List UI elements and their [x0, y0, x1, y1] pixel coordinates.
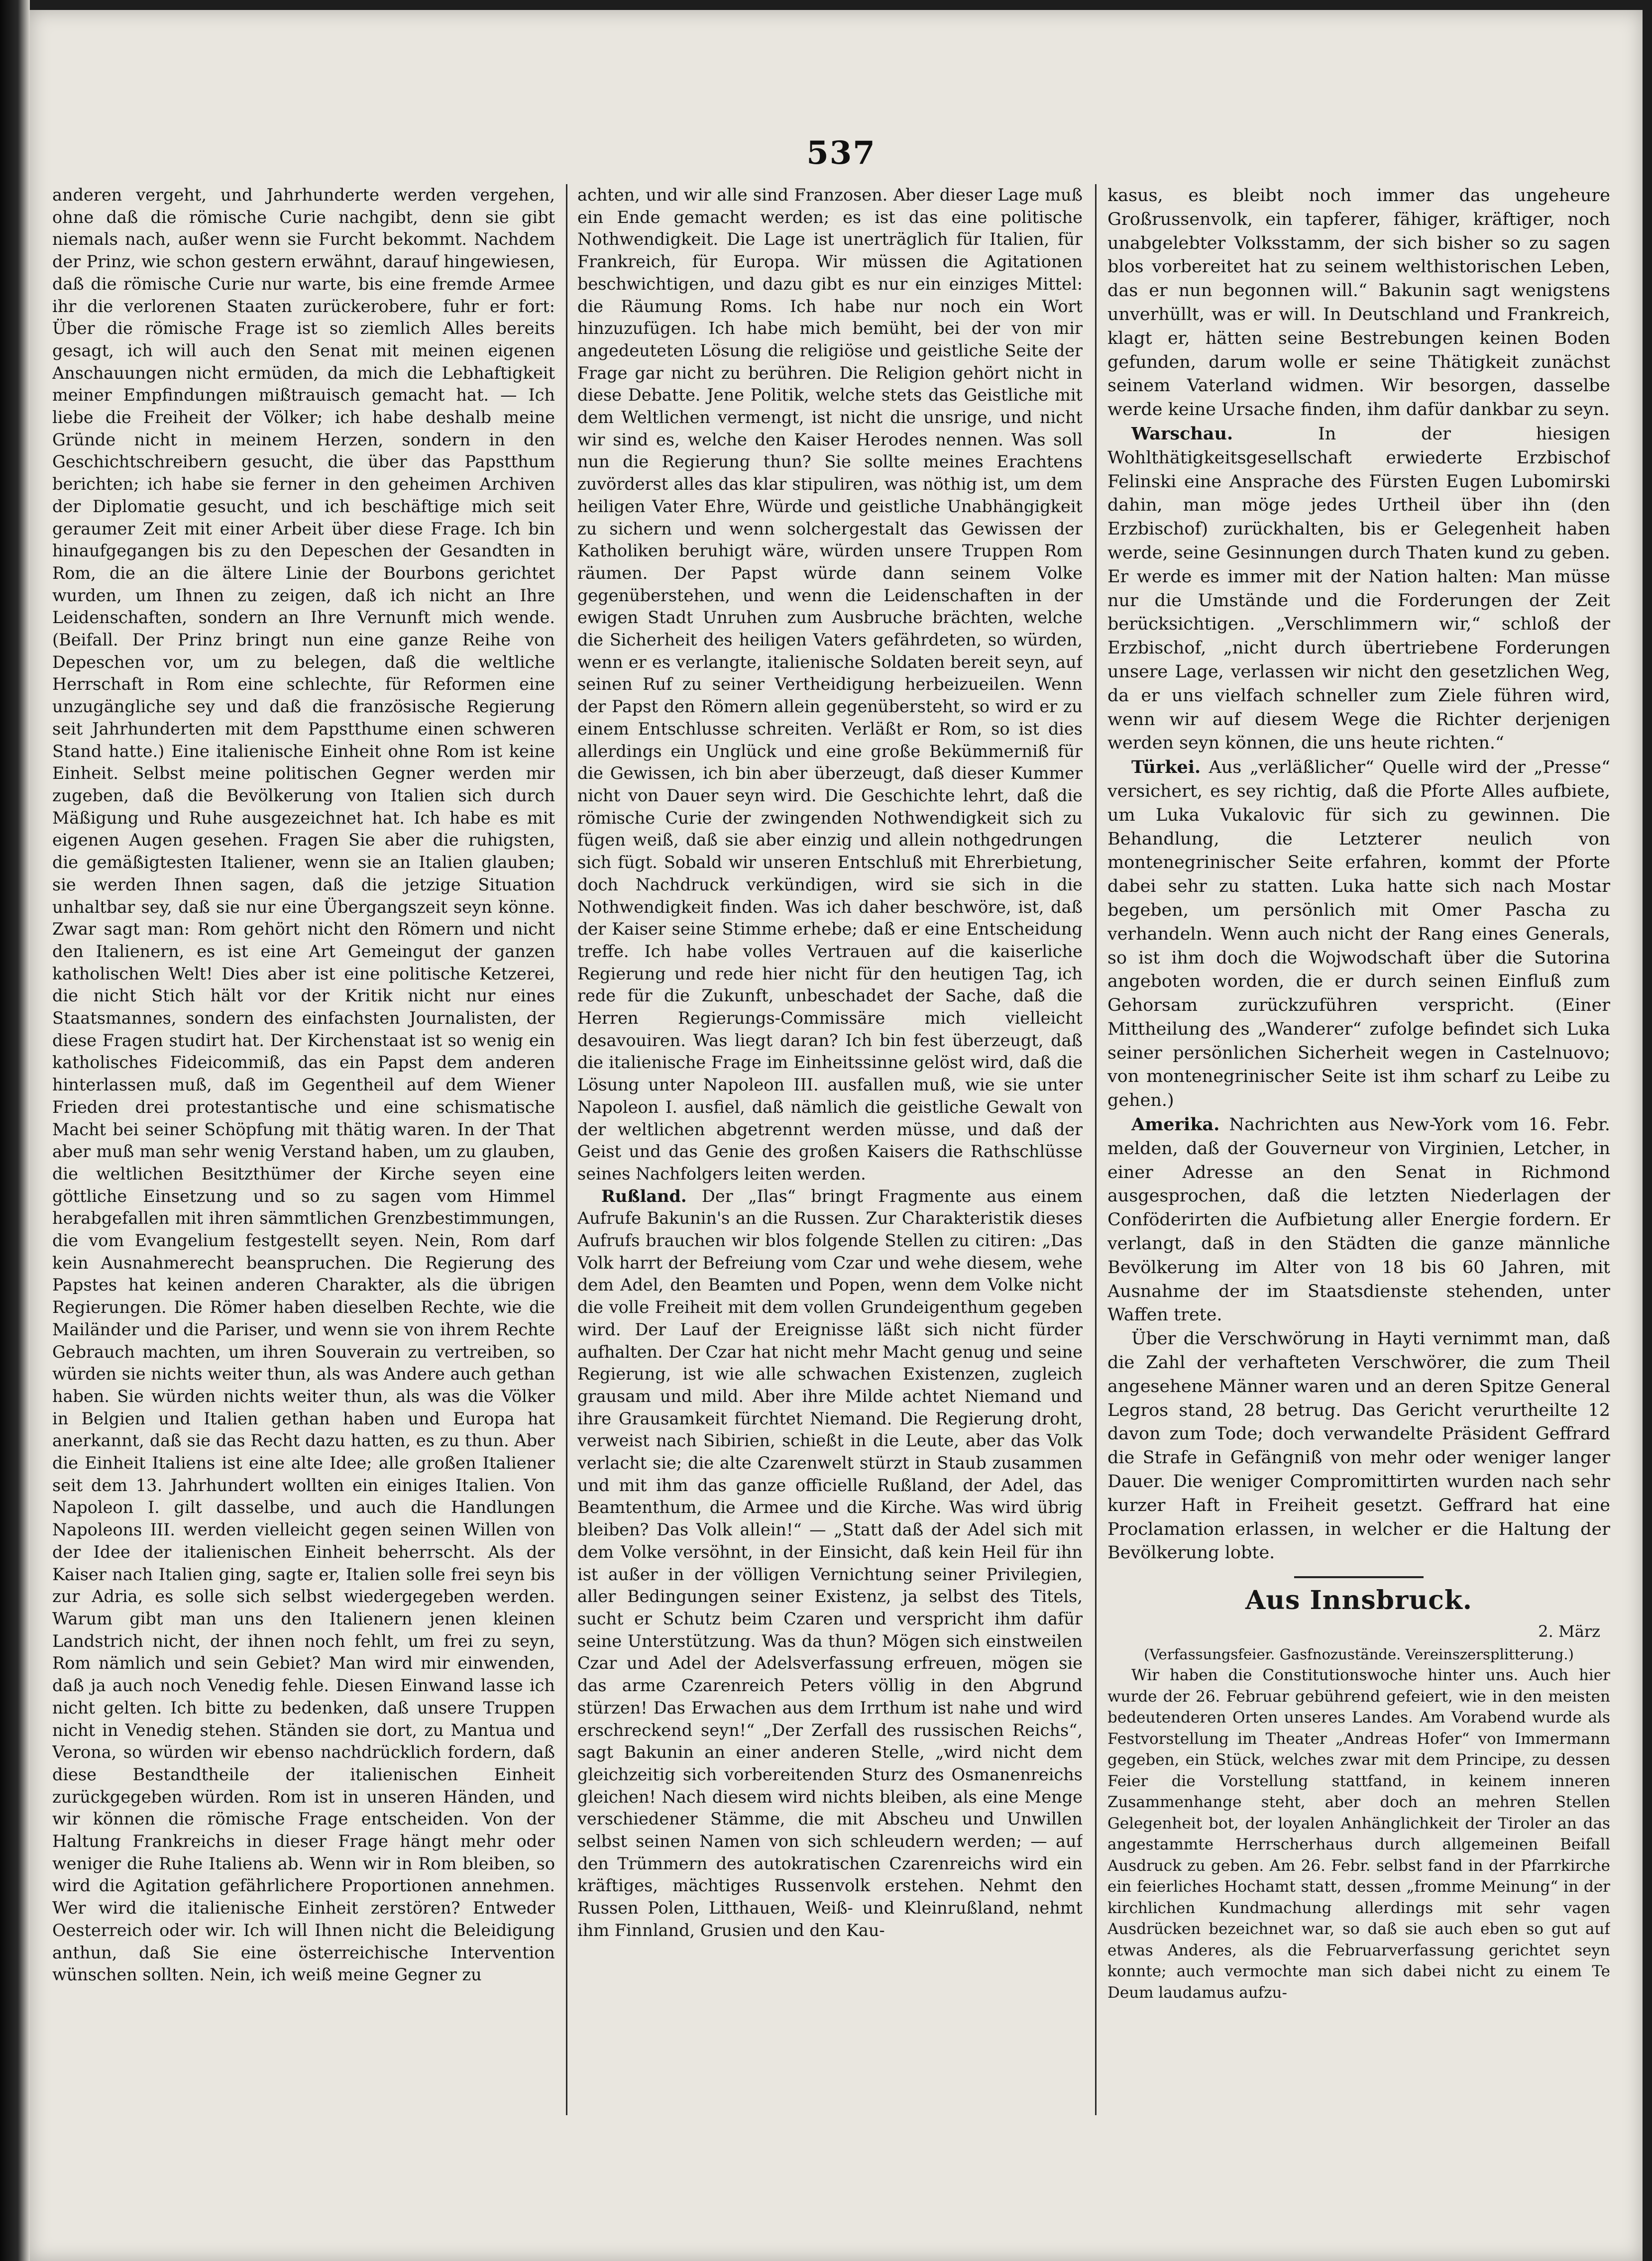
section-divider: [1294, 1576, 1424, 1578]
column-1: [52, 184, 555, 2115]
section-date: 2. März: [1538, 1622, 1600, 1641]
scan-binding-edge: [0, 0, 30, 2261]
dateline-keyword: Amerika.: [1131, 1114, 1220, 1135]
paragraph-col2-1: achten, und wir alle sind Franzosen. Aber dieser Lage muß ein Ende gemacht werden; es ist das eine politische Nothwendigkeit. Die Lage ist unerträglich für Italien, für Frankreich, für Europa. Wir müssen die Agitationen beschwichtigen, und dazu gibt es nur ein einziges Mittel: die Räumung Roms. Ich habe nur noch ein Wort hinzuzufügen. Ich habe mich bemüht, bei der von mir angedeuteten Lösung die religiöse und geistliche Seite der Frage gar nicht zu berühren. Die Religion gehört nicht in diese Debatte. Jene Politik, welche stets das Geistliche mit dem Weltlichen vermengt, ist nicht die unsrige, und nicht wir sind es, welche den Kaiser Herodes nennen. Was soll nun die Regierung thun? Sie sollte meines Erachtens zuvörderst alles das klar stipuliren, was nöthig ist, um dem heiligen Vater Ehre, Würde und geistliche Unabhängigkeit zu sichern und wenn solchergestalt das Gewissen der Katholiken beruhigt wäre, würden unsere Truppen Rom räumen. Der Papst würde dann seinem Volke gegenüberstehen, und wenn die Leidenschaften in der ewigen Stadt Unruhen zum Ausbruche brächten, welche die Sicherheit des heiligen Vaters gefährdeten, so würden, wenn er es verlangte, italienische Soldaten bereit seyn, auf seinen Ruf zu seiner Vertheidigung herbeizueilen. Wenn der Papst den Römern allein gegenübersteht, so wird er zu einem Entschlusse schreiten. Verläßt er Rom, so ist dies allerdings ein Unglück und eine große Bekümmerniß für die Gewissen, ich bin aber überzeugt, daß dieser Kummer nicht von Dauer seyn wird. Die Geschichte lehrt, daß die römische Curie der zwingenden Nothwendigkeit sich zu fügen weiß, daß sie aber einzig und allein nothgedrungen sich fügt. Sobald wir unseren Entschluß mit Ehrerbietung, doch Nachdruck verkündigen, wird sie sich in die Nothwendigkeit finden. Was ich daher beschwöre, ist, daß der Kaiser seine Stimme erhebe; daß er eine Entscheidung treffe. Ich habe volles Vertrauen auf die kaiserliche Regierung und rede hier nicht für den heutigen Tag, ich rede für die Zukunft, unbeschadet der Sache, daß die Herren Regierungs-Commissäre mich vielleicht desavouiren. Was liegt daran? Ich bin fest überzeugt, daß die italienische Frage im Einheitssinne gelöst wird, daß die Lösung unter Napoleon III. ausfallen muß, wie sie unter Napoleon I. ausfiel, daß nämlich die geistliche Gewalt von der weltlichen abgetrennt werden müsse, und daß der Geist und das Genie des großen Kaisers die Rathschlüsse seines Nachfolgers leiten werden.: [577, 185, 1083, 1184]
paragraph-col1-1: anderen vergeht, und Jahrhunderte werden vergehen, ohne daß die römische Curie nachgibt, denn sie gibt niemals nach, außer wenn sie Furcht bekommt. Nachdem der Prinz, wie schon gestern erwähnt, darauf hingewiesen, daß die römische Curie nur warte, bis eine fremde Armee ihr die verlorenen Staaten zurückerobere, fuhr er fort: Über die römische Frage ist so ziemlich Alles bereits gesagt, ich will auch den Senat mit meinen eigenen Anschauungen nicht ermüden, da mich die Lebhaftigkeit meiner Empfindungen mißtrauisch gemacht hat. — Ich liebe die Freiheit der Völker; ich habe deshalb meine Gründe nicht in meinem Herzen, sondern in den Geschichtschreibern gesucht, die über das Papstthum berichten; ich habe sie ferner in den geheimen Archiven der Diplomatie gesucht, und ich beschäftige mich seit geraumer Zeit mit einer Arbeit über diese Frage. Ich bin hinaufgegangen bis zu den Depeschen der Gesandten in Rom, die an die ältere Linie der Bourbons gerichtet wurden, um Ihnen zu zeigen, daß ich nicht an Ihre Leidenschaften, sondern an Ihre Vernunft mich wende. (Beifall. Der Prinz bringt nun eine ganze Reihe von Depeschen vor, um zu belegen, daß die weltliche Herrschaft in Rom eine schlechte, für Reformen eine unzugängliche sey und daß die französische Regierung seit Jahrhunderten mit dem Papstthume einen schweren Stand hatte.) Eine italienische Einheit ohne Rom ist keine Einheit. Selbst meine politischen Gegner werden mir zugeben, daß die Bevölkerung von Italien sich durch Mäßigung und Ruhe ausgezeichnet hat. Ich habe es mit eigenen Augen gesehen. Fragen Sie aber die ruhigsten, die gemäßigtesten Italiener, wenn sie an Italien glauben; sie werden Ihnen sagen, daß die jetzige Situation unhaltbar sey, daß sie nur eine Übergangszeit seyn könne. Zwar sagt man: Rom gehört nicht den Römern und nicht den Italienern, es ist eine Art Gemeingut der ganzen katholischen Welt! Dies aber ist eine politische Ketzerei, die nicht Stich hält vor der Kritik nicht nur eines Staatsmannes, sondern des einfachsten Journalisten, der diese Fragen studirt hat. Der Kirchenstaat ist so wenig ein katholisches Fideicommiß, das ein Papst dem anderen hinterlassen muß, daß im Gegentheil auf dem Wiener Frieden drei protestantische und eine schismatische Macht bei seiner Schöpfung mit thätig waren. In der That aber muß man sehr wenig Verstand haben, um zu glauben, die weltlichen Besitzthümer der Kirche seyen eine göttliche Einsetzung und so zu sagen vom Himmel herabgefallen mit ihren sämmtlichen Grenzbestimmungen, die vom Evangelium festgestellt seyen. Nein, Rom darf kein Ausnahmerecht beanspruchen. Die Regierung des Papstes hat keinen anderen Charakter, als die übrigen Regierungen. Die Römer haben dieselben Rechte, wie die Mailänder und die Pariser, und wenn sie von ihrem Rechte Gebrauch machten, um ihren Souverain zu vertreiben, so würden sie nichts weiter thun, als was Andere auch gethan haben. Sie würden nichts weiter thun, als was die Völker in Belgien und Italien gethan haben und Europa hat anerkannt, daß sie das Recht dazu hatten, es zu thun. Aber die Einheit Italiens ist eine alte Idee; alle großen Italiener seit dem 13. Jahrhundert wollten ein einiges Italien. Von Napoleon I. gilt dasselbe, und auch die Handlungen Napoleons III. werden vielleicht gegen seinen Willen von der Idee der italienischen Einheit beherrscht. Als der Kaiser nach Italien ging, sagte er, Italien solle frei seyn bis zur Adria, es solle sich selbst wiedergegeben werden. Warum gibt man uns den Italienern jenen kleinen Landstrich nicht, der ihnen noch fehlt, um frei zu seyn, Rom nämlich und sein Gebiet? Man wird mir einwenden, daß ja auch noch Venedig fehle. Diesen Einwand lasse ich nicht gelten. Ich bitte zu bedenken, daß unsere Truppen nicht in Venedig stehen. Ständen sie dort, zu Mantua und Verona, so würden wir ebenso nachdrücklich fordern, daß diese Bestandtheile der italienischen Einheit zurückgegeben würden. Rom ist in unseren Händen, und wir können die römische Frage entscheiden. Von der Haltung Frankreichs in dieser Frage hängt mehr oder weniger die Ruhe Italiens ab. Wenn wir in Rom bleiben, so wird die Agitation gefährlichere Proportionen annehmen. Wer wird die italienische Einheit zerstören? Entweder Oesterreich oder wir. Ich will Ihnen nicht die Beleidigung anthun, daß Sie eine österreichische Intervention wünschen sollten. Nein, ich weiß meine Gegner zu: [52, 185, 555, 1985]
column-3: [1107, 184, 1610, 2115]
article-amerika: Amerika. Nachrichten aus New-York vom 16. Febr. melden, daß der Gouverneur von Virginien, Letcher, in einer Adresse an den Senat in Richmond ausgesprochen, daß die letzten Niederlagen der Conföderirten die Aufbietung aller Energie fordern. Er verlangt, daß in den Städten die ganze männliche Bevölkerung im Alter von 18 bis 60 Jahren, mit Ausnahme der im Staatsdienste stehenden, unter Waffen trete.: [1107, 1114, 1610, 1325]
paragraph-col3-1: kasus, es bleibt noch immer das ungeheure Großrussenvolk, ein tapferer, fähiger, kräftiger, noch unabgelebter Volksstamm, der sich bisher so zu sagen blos vorbereitet hat zu seinem welthistorischen Leben, das er nun begonnen will.“ Bakunin sagt wenigstens unverhüllt, was er will. In Deutschland und Frankreich, klagt er, hätten seine Bestrebungen keinen Boden gefunden, darum wolle er seine Thätigkeit zunächst seinem Vaterland widmen. Wir besorgen, dasselbe werde keine Ursache finden, ihm dafür dankbar zu seyn.: [1107, 186, 1610, 420]
article-warschau: Warschau. In der hiesigen Wohlthätigkeitsgesellschaft erwiederte Erzbischof Felinski eine Ansprache des Fürsten Eugen Lubomirski dahin, man möge jedes Urtheil über ihn (den Erzbischof) zurückhalten, bis er Gelegenheit haben werde, seine Gesinnungen durch Thaten kund zu geben. Er werde es immer mit der Nation halten: Man müsse nur die Umstände und die Forderungen der Zeit berücksichtigen. „Verschlimmern wir,“ schloß der Erzbischof, „nicht durch übertriebene Forderungen unsere Lage, verlassen wir nicht den gesetzlichen Weg, da er uns vielfach schneller zum Ziele führen wird, wenn wir auf diesem Wege die Richter derjenigen werden seyn können, die uns heute richten.“: [1107, 423, 1610, 754]
dateline-keyword: Türkei.: [1131, 757, 1201, 778]
article-hayti: Über die Verschwörung in Hayti vernimmt man, daß die Zahl der verhafteten Verschwörer, die zum Theil angesehene Männer waren und an deren Spitze General Legros stand, 28 betrug. Das Gericht verurtheilte 12 davon zum Tode; doch verwandelte Präsident Geffrard die Strafe in Gefängniß von mehr oder weniger langer Dauer. Die weniger Compromittirten wurden nach sehr kurzer Haft in Freiheit gesetzt. Geffrard hat eine Proclamation erlassen, in welcher er die Haltung der Bevölkerung lobte.: [1107, 1329, 1610, 1563]
column-rule-left: [566, 184, 567, 2115]
column-rule-right: [1095, 184, 1097, 2115]
dateline-keyword: Rußland.: [601, 1186, 687, 1206]
dateline-keyword: Warschau.: [1131, 423, 1233, 444]
article-innsbruck: Wir haben die Constitutionswoche hinter uns. Auch hier wurde der 26. Februar gebührend gefeiert, wie in den meisten bedeutenderen Orten unseres Landes. Am Vorabend wurde als Festvorstellung im Theater „Andreas Hofer“ von Immermann gegeben, ein Stück, welches zwar mit dem Principe, zu dessen Feier die Vorstellung stattfand, in keinem inneren Zusammenhange steht, aber doch an mehren Stellen Gelegenheit bot, der loyalen Anhänglichkeit der Tiroler an das angestammte Herrscherhaus durch allgemeinen Beifall Ausdruck zu geben. Am 26. Febr. selbst fand in der Pfarrkirche ein feierliches Hochamt statt, dessen „fromme Meinung“ in der kirchlichen Kundmachung allerdings mit sehr vagen Ausdrücken bezeichnet war, so daß sie auch eben so gut auf etwas Anderes, als die Februarverfassung gerichtet seyn konnte; auch vermochte man sich dabei nicht zu einem Te Deum laudamus aufzu-: [1107, 1666, 1610, 2002]
section-subheading: (Verfassungsfeier. Gasfnozustände. Vereinszersplitterung.): [1144, 1646, 1574, 1663]
article-tuerkei: Türkei. Aus „verläßlicher“ Quelle wird der „Presse“ versichert, es sey richtig, daß die Pforte Alles aufbiete, um Luka Vukalovic für sich zu gewinnen. Die Behandlung, die Letzterer neulich von montenegrinischer Seite erfahren, kommt der Pforte dabei sehr zu statten. Luka hatte sich nach Mostar begeben, um persönlich mit Omer Pascha zu verhandeln. Wenn auch nicht der Rang eines Generals, so ist ihm doch die Wojwodschaft über die Sutorina angeboten worden, die er durch seinen Einfluß zum Gehorsam zurückzuführen verspricht. (Einer Mittheilung des „Wanderer“ zufolge befindet sich Luka seiner persönlichen Sicherheit wegen in Castelnuovo; von montenegrinischer Seite ist ihm scharf zu Leibe zu gehen.): [1107, 757, 1610, 1111]
column-2: [577, 184, 1083, 2115]
section-title: Aus Innsbruck.: [1245, 1585, 1473, 1616]
article-russland: Rußland. Der „Ilas“ bringt Fragmente aus einem Aufrufe Bakunin's an die Russen. Zur Charakteristik dieses Aufrufs brauchen wir blos folgende Stellen zu citiren: „Das Volk harrt der Befreiung vom Czar und wehe diesem, wehe dem Adel, den Beamten und Popen, wenn dem Volke nicht die volle Freiheit mit dem vollen Grundeigenthum gegeben wird. Der Lauf der Ereignisse läßt sich nicht fürder aufhalten. Der Czar hat nicht mehr Macht genug und seine Regierung, ist wie alle schwachen Existenzen, zugleich grausam und mild. Aber ihre Milde achtet Niemand und ihre Grausamkeit fürchtet Niemand. Die Regierung droht, verweist nach Sibirien, schießt in die Leute, aber das Volk verlacht sie; die alte Czarenwelt stürzt in Staub zusammen und mit ihm das ganze officielle Rußland, der Adel, das Beamtenthum, die Armee und die Kirche. Was wird übrig bleiben? Das Volk allein!“ — „Statt daß der Adel sich mit dem Volke versöhnt, in der Einsicht, daß kein Heil für ihn ist außer in der völligen Vernichtung seiner Privilegien, aller Bedingungen seiner Existenz, ja selbst des Titels, sucht er Schutz beim Czaren und verspricht ihm dafür seine Unterstützung. Was da thun? Mögen sich einstweilen Czar und Adel der Adelsverfassung erfreuen, mögen sie das arme Czarenreich Peters völlig in den Abgrund stürzen! Das Erwachen aus dem Irrthum ist nahe und wird erschreckend seyn!“ „Der Zerfall des russischen Reichs“, sagt Bakunin an einer anderen Stelle, „wird nicht dem gleichzeitig sich vorbereitenden Sturz des Osmanenreichs gleichen! Nach diesem wird nichts bleiben, als eine Menge verschiedener Stämme, die mit Abscheu und Unwillen selbst seinen Namen von sich schleudern werden; — auf den Trümmern des autokratischen Czarenreichs wird ein kräftiges, mächtiges Russenvolk erstehen. Nehmt den Russen Polen, Litthauen, Weiß- und Kleinrußland, nehmt ihm Finnland, Grusien und den Kau-: [577, 1186, 1083, 1940]
page-number: 537: [806, 134, 876, 172]
